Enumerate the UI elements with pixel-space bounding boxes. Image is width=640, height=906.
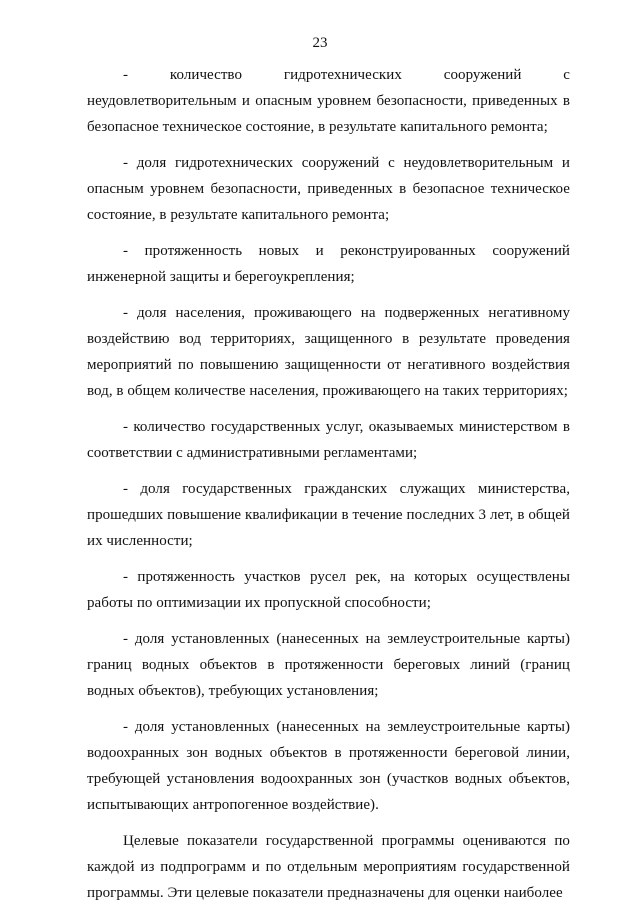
page-number: 23: [312, 35, 328, 51]
document-body: [87, 62, 570, 906]
paragraph-item-3: - протяженность новых и реконструированных сооружений инженерной защиты и берегоукрепления;: [87, 243, 570, 285]
paragraph-item-4: - доля населения, проживающего на подверженных негативному воздействию вод территориях, защищенного в результате проведения мероприятий по повышению защищенности от негативного воздействия вод, в общем количестве населения, проживающего на таких территориях;: [87, 305, 570, 399]
paragraph-item-2: - доля гидротехнических сооружений с неудовлетворительным и опасным уровнем безопасности, приведенных в безопасное техническое состояние, в результате капитального ремонта;: [87, 155, 570, 223]
paragraph-item-6: - доля государственных гражданских служащих министерства, прошедших повышение квалификации в течение последних 3 лет, в общей их численности;: [87, 481, 570, 549]
paragraph-item-5: - количество государственных услуг, оказываемых министерством в соответствии с административными регламентами;: [87, 419, 570, 461]
paragraph-item-7: - протяженность участков русел рек, на которых осуществлены работы по оптимизации их пропускной способности;: [87, 569, 570, 611]
paragraph-summary: Целевые показатели государственной программы оцениваются по каждой из подпрограмм и по отдельным мероприятиям государственной программы. Эти целевые показатели предназначены для оценки наиболее: [87, 833, 570, 901]
paragraph-item-9: - доля установленных (нанесенных на землеустроительные карты) водоохранных зон водных объектов в протяженности береговой линии, требующей установления водоохранных зон (участков водных объектов, испытывающих антропогенное воздействие).: [87, 719, 570, 813]
paragraph-item-8: - доля установленных (нанесенных на землеустроительные карты) границ водных объектов в протяженности береговых линий (границ водных объектов), требующих установления;: [87, 631, 570, 699]
paragraph-item-1: - количество гидротехнических сооружений с неудовлетворительным и опасным уровнем безопасности, приведенных в безопасное техническое состояние, в результате капитального ремонта;: [87, 67, 570, 135]
